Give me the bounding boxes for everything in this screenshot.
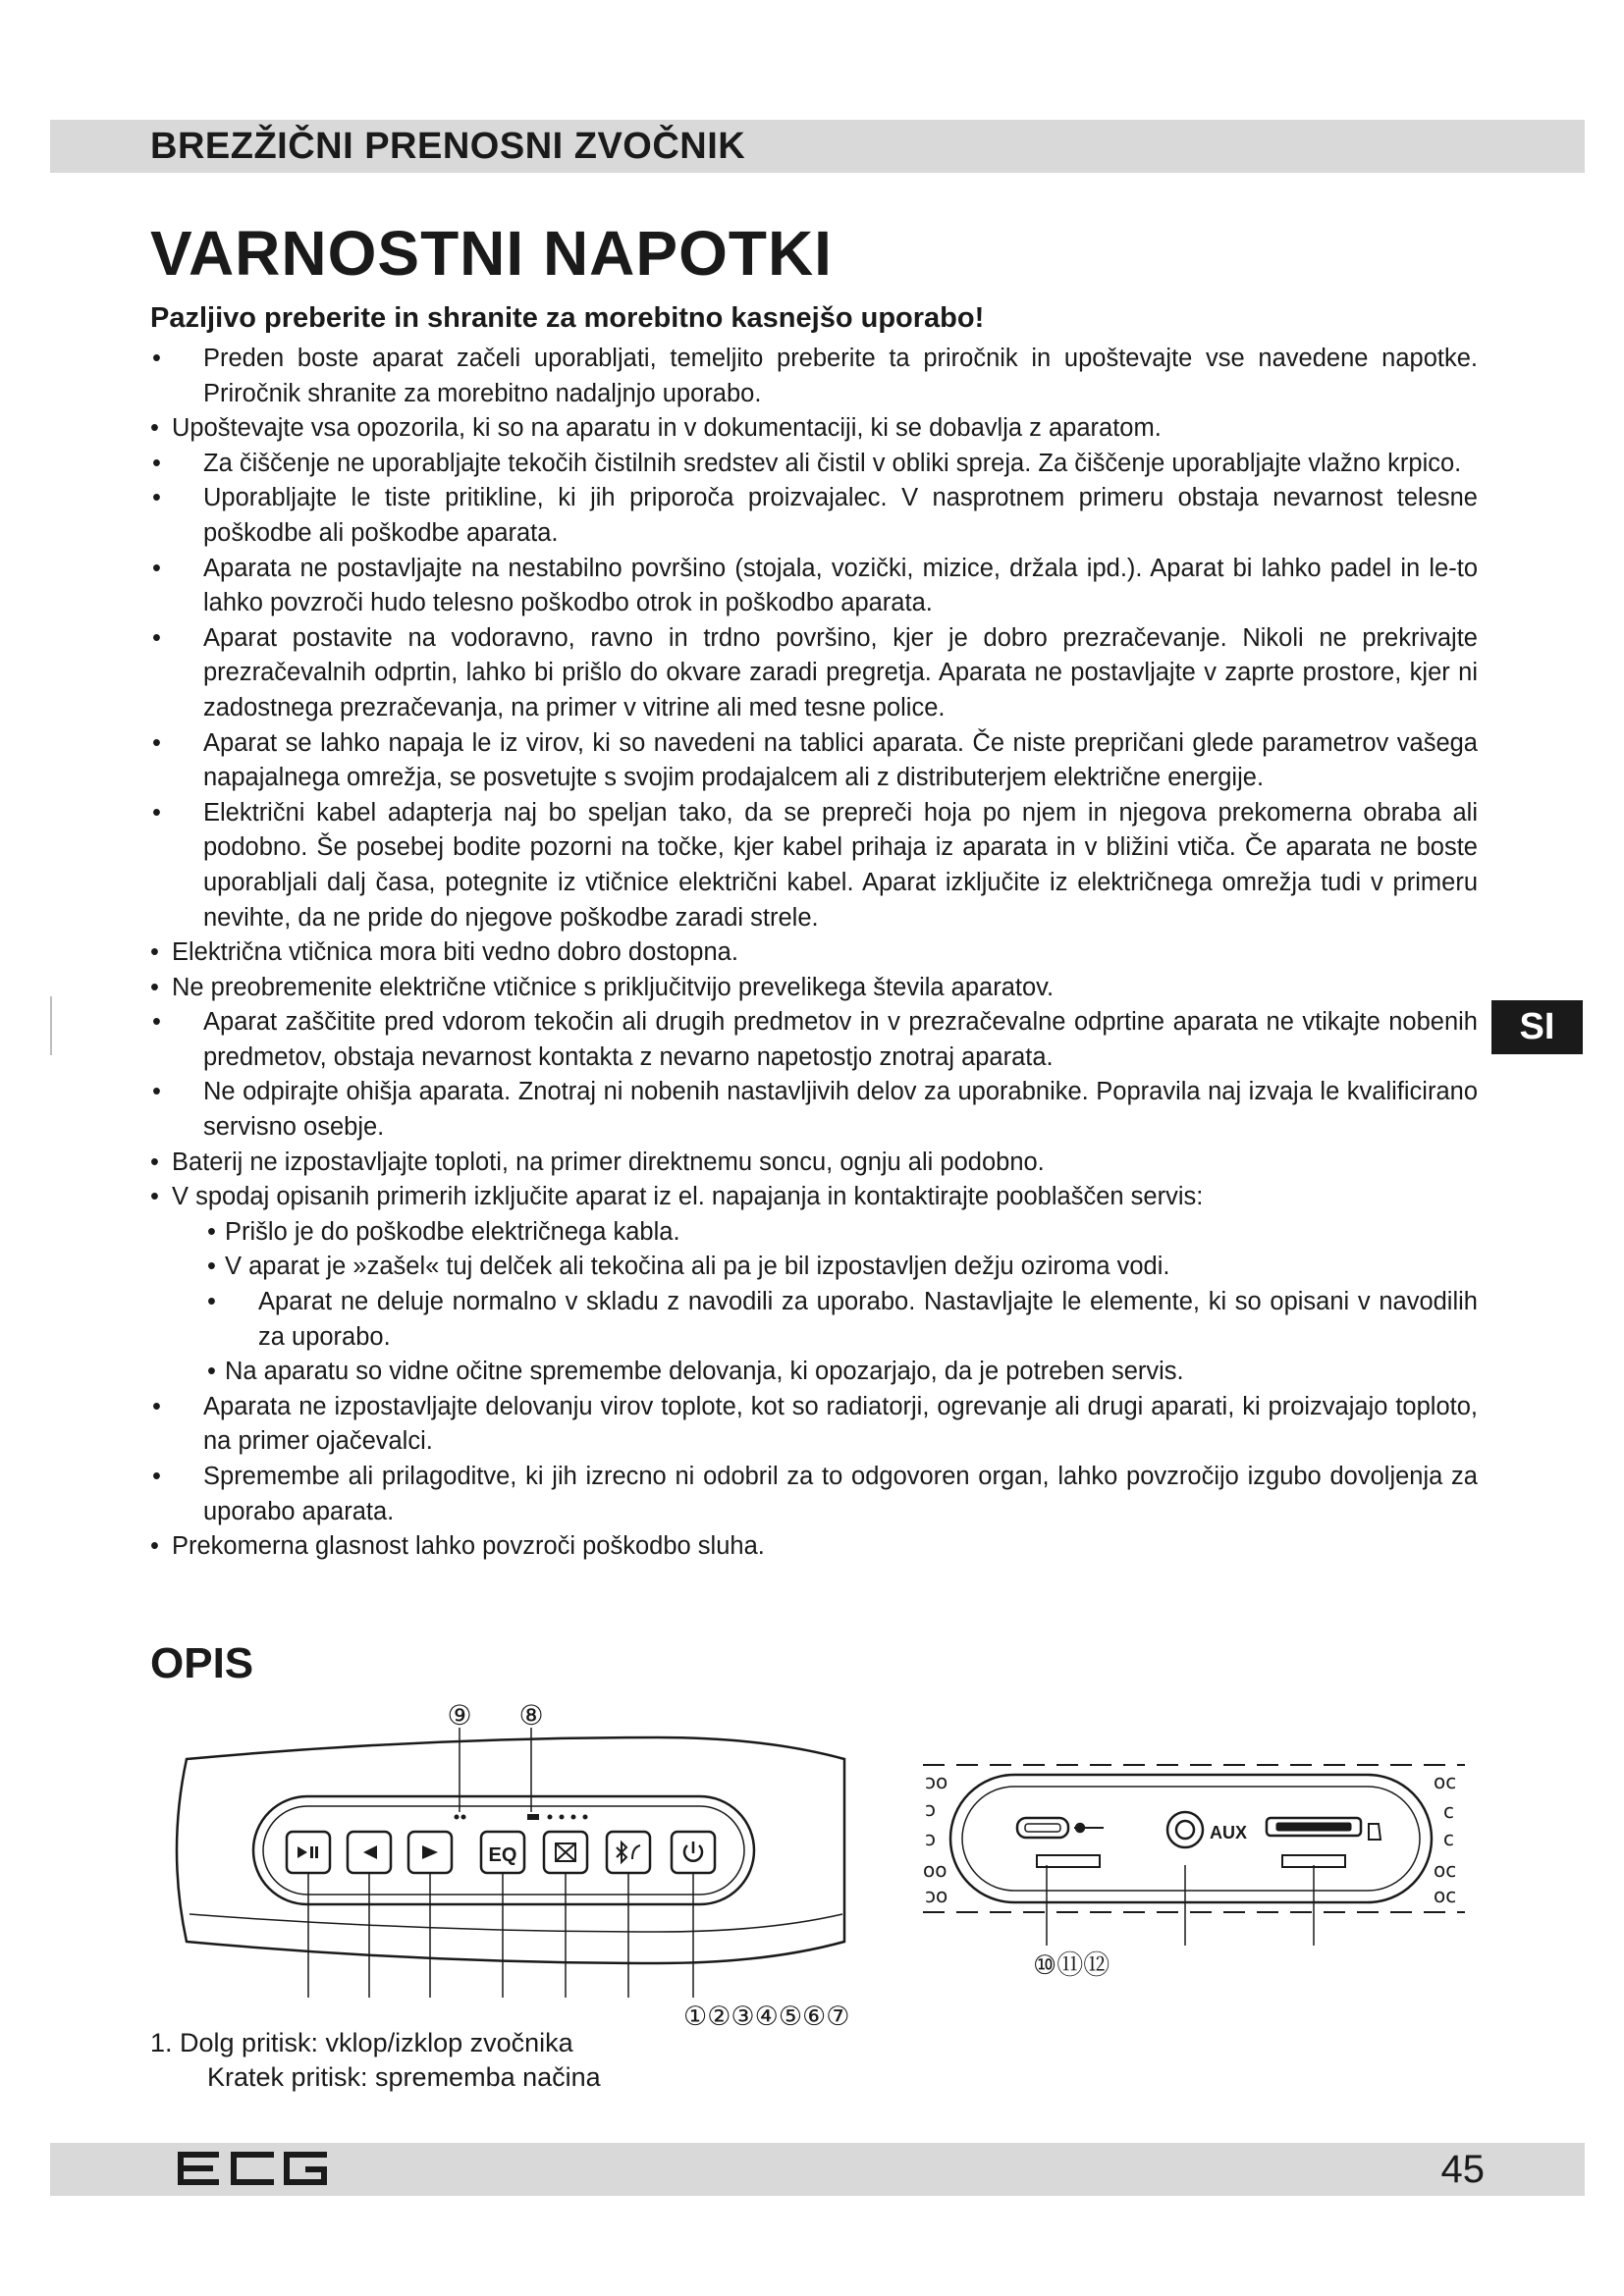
intro-text: Pazljivo preberite in shranite za morebitno kasnejšo uporabo! xyxy=(150,302,985,334)
list-item: • Uporabljajte le tiste pritikline, ki jih priporoča proizvajalec. V nasprotnem primeru obstaja nevarnost telesne poškodbe ali poškodbe aparata. xyxy=(152,484,1478,547)
list-item: • Baterij ne izpostavljajte toploti, na primer direktnemu soncu, ognju ali podobno. xyxy=(150,1148,1045,1176)
aux-label: AUX xyxy=(1210,1823,1248,1842)
svg-text:ɔo: ɔo xyxy=(925,1884,948,1907)
list-item: • Električni kabel adapterja naj bo speljan tako, da se prepreči hoja po njem in njegova prekomerna obraba ali podobno. Še posebej bodite pozorni na točke, kjer kabel prihaja iz aparata in v bližini vtiča. Če aparata ne boste uporabljali dalj časa, potegnite iz vtičnice električni kabel. Aparat izključite iz električnega omrežja tudi v primeru nevihte, da ne pride do njegove poškodbe zaradi strele. xyxy=(152,798,1478,932)
callout-leaders xyxy=(308,1728,1314,1998)
eq-label: EQ xyxy=(488,1844,517,1866)
list-subitem: • Aparat ne deluje normalno v skladu z navodili za uporabo. Nastavljajte le elemente, ki so opisani v navodilih za uporabo. xyxy=(207,1288,1478,1351)
svg-text:oc: oc xyxy=(1434,1770,1457,1793)
svg-text:oo: oo xyxy=(923,1858,947,1882)
led-indicators xyxy=(455,1814,588,1820)
svg-text:ɔo: ɔo xyxy=(925,1770,948,1793)
description-item-1: 1. Dolg pritisk: vklop/izklop zvočnika xyxy=(150,2028,573,2057)
page-title: VARNOSTNI NAPOTKI xyxy=(150,218,833,289)
speaker-rear-view xyxy=(923,1765,1465,1912)
list-item: • Ne odpirajte ohišja aparata. Znotraj ni nobenih nastavljivih delov za uporabnike. Popravila naj izvaja le kvalificirano servisno osebje. xyxy=(152,1078,1478,1142)
list-item: • Prekomerna glasnost lahko povzroči poškodbo sluha. xyxy=(150,1532,765,1561)
section-heading: OPIS xyxy=(150,1639,254,1687)
usb-port-icon xyxy=(1017,1818,1104,1838)
description-item-1-sub: Kratek pritisk: sprememba načina xyxy=(207,2062,601,2092)
callouts-10-12: ⑩⑪⑫ xyxy=(1033,1950,1110,1981)
ecg-logo xyxy=(175,2149,332,2188)
svg-text:c: c xyxy=(1443,1799,1454,1823)
svg-text:oc: oc xyxy=(1434,1884,1457,1907)
list-item: • Spremembe ali prilagoditve, ki jih izrecno ni odobril za to odgovoren organ, lahko povzročijo izgubo dovoljenja za uporabo aparata. xyxy=(152,1463,1478,1525)
list-item: • Upoštevajte vsa opozorila, ki so na aparatu in v dokumentaciji, ki se dobavlja z aparatom. xyxy=(150,414,1162,443)
list-subitem: • Prišlo je do poškodbe električnega kabla. xyxy=(207,1217,680,1246)
svg-text:ɔ: ɔ xyxy=(925,1827,936,1850)
list-item: • Aparat se lahko napaja le iz virov, ki so navedeni na tablici aparata. Če niste prepričani glede parametrov vašega napajalnega omrežja, se posvetujte s svojim prodajalcem ali z distributerjem električne energije. xyxy=(152,728,1478,792)
list-subitem: • V aparat je »zašel« tuj delček ali tekočina ali pa je bil izpostavljen dežju oziroma vodi. xyxy=(207,1253,1170,1281)
svg-text:ɔ: ɔ xyxy=(925,1797,936,1821)
list-item: • Aparata ne izpostavljajte delovanju virov toplote, kot so radiatorji, ogrevanje ali drugi aparati, ki proizvajajo toploto, na primer ojačevalci. xyxy=(152,1392,1478,1456)
header-title: BREZŽIČNI PRENOSNI ZVOČNIK xyxy=(150,126,746,167)
svg-text:c: c xyxy=(1443,1827,1454,1850)
list-item: • Za čiščenje ne uporabljajte tekočih čistilnih sredstev ali čistil v obliki spreja. Za čiščenje uporabljajte vlažno krpico. xyxy=(152,449,1462,477)
play-pause-button xyxy=(287,1832,330,1873)
list-item: • Električna vtičnica mora biti vedno dobro dostopna. xyxy=(150,938,738,967)
svg-text:oc: oc xyxy=(1434,1858,1457,1882)
page-number: 45 xyxy=(1440,2148,1485,2191)
list-item: • Aparat postavite na vodoravno, ravno in trdno površino, kjer je dobro prezračevanje. Nikoli ne prekrivajte prezračevalnih odprtin, lahko bi prišlo do okvare zaradi pregretja. Aparata ne postavljajte v zaprte prostore, kjer ni zadostnega prezračevanja, na primer v vitrine ali med tesne police. xyxy=(152,623,1478,721)
bluetooth-call-button xyxy=(607,1832,650,1873)
sd-card-slot-icon xyxy=(1267,1818,1380,1840)
aux-port-icon xyxy=(1167,1812,1203,1847)
list-item: • Aparat zaščitite pred vdorom tekočin ali drugih predmetov in v prezračevalne odprtine aparata ne vtikajte nobenih predmetov, obstaja nevarnost kontakta z nevarno napetostjo znotraj aparata. xyxy=(152,1008,1478,1071)
list-item: • V spodaj opisanih primerih izključite aparat iz el. napajanja in kontaktirajte pooblaščen servis: xyxy=(150,1183,1204,1211)
list-subitem: • Na aparatu so vidne očitne spremembe delovanja, ki opozarjajo, da je potreben servis. xyxy=(207,1358,1184,1386)
callout-8: ⑧ xyxy=(518,1699,544,1732)
list-item: • Aparata ne postavljajte na nestabilno površino (stojala, vozički, mizice, držala ipd.). Aparat bi lahko padel in le-to lahko povzroči hudo telesno poškodbo otrok in poškodbo aparata. xyxy=(152,554,1478,617)
list-item: • Preden boste aparat začeli uporabljati, temeljito preberite ta priročnik in upoštevajte vse navedene napotke. Priročnik shranite za morebitno nadaljnjo uporabo. xyxy=(152,345,1478,407)
port-ledges xyxy=(1037,1855,1345,1867)
callouts-1-7: ①②③④⑤⑥⑦ xyxy=(683,2002,850,2032)
callout-9: ⑨ xyxy=(447,1699,472,1732)
language-tab: SI xyxy=(1491,1000,1583,1054)
list-item: • Ne preobremenite električne vtičnice s priključitvijo prevelikega števila aparatov. xyxy=(150,973,1055,1001)
description-list xyxy=(150,2026,601,2095)
